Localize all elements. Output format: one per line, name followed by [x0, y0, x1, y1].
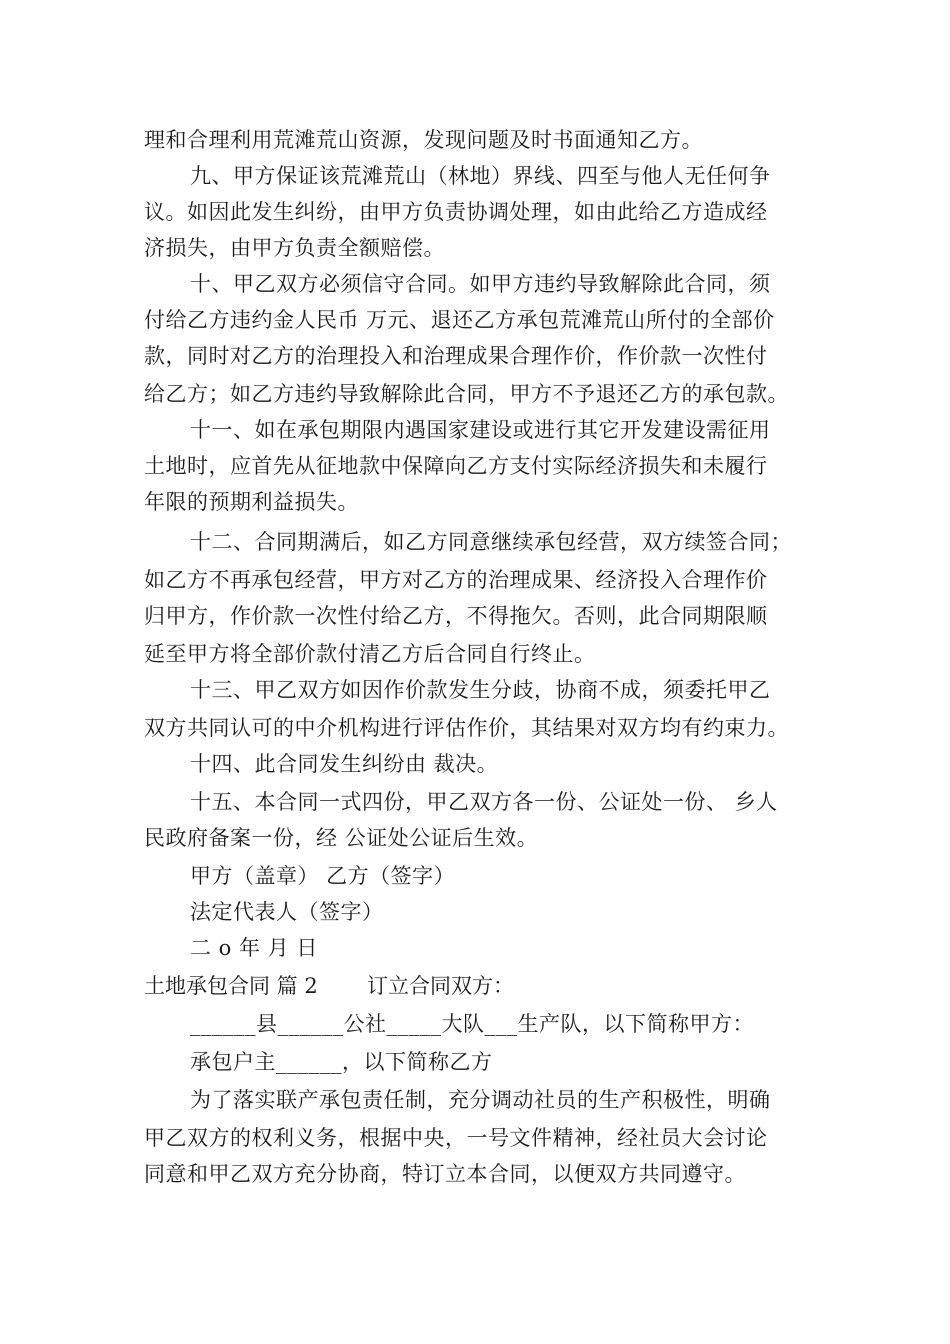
text-line: 民政府备案一份，经 公证处公证后生效。: [144, 826, 539, 850]
signature-parties: 甲方（盖章） 乙方（签字）: [190, 864, 456, 888]
party-b-line: 承包户主______，以下简称乙方: [190, 1050, 493, 1074]
party-a-line: ______县______公社_____大队___生产队，以下简称甲方：: [190, 1012, 754, 1036]
legal-representative: 法定代表人（签字）: [190, 900, 384, 924]
text-line: 如乙方不再承包经营，甲方对乙方的治理成果、经济投入合理作价: [144, 568, 768, 592]
preamble-line: 为了落实联产承包责任制，充分调动社员的生产积极性，明确: [190, 1088, 771, 1112]
text-line: 济损失，由甲方负责全额赔偿。: [144, 236, 445, 260]
text-line: 双方共同认可的中介机构进行评估作价，其结果对双方均有约束力。: [144, 716, 789, 740]
clause-thirteen-line: 十三、甲乙双方如因作价款发生分歧，协商不成，须委托甲乙: [190, 678, 771, 702]
text-line: 归甲方，作价款一次性付给乙方，不得拖欠。否则，此合同期限顺: [144, 604, 768, 628]
text-line: 年限的预期利益损失。: [144, 490, 359, 514]
clause-fourteen-line: 十四、此合同发生纠纷由 裁决。: [190, 752, 499, 776]
section-subtitle: 订立合同双方：: [367, 974, 514, 998]
text-line: 给乙方；如乙方违约导致解除此合同，甲方不予退还乙方的承包款。: [144, 382, 789, 406]
clause-twelve-line: 十二、合同期满后，如乙方同意继续承包经营，双方续签合同；: [190, 530, 792, 554]
clause-eleven-line: 十一、如在承包期限内遇国家建设或进行其它开发建设需征用: [190, 418, 771, 442]
clause-fifteen-line: 十五、本合同一式四份，甲乙双方各一份、公证处一份、 乡人: [190, 790, 778, 814]
text-line: 款，同时对乙方的治理投入和治理成果合理作价，作价款一次性付: [144, 344, 768, 368]
section-title: 土地承包合同 篇 2: [144, 974, 318, 998]
text-line: 理和合理利用荒滩荒山资源，发现问题及时书面通知乙方。: [144, 128, 703, 152]
text-line: 付给乙方违约金人民币 万元、退还乙方承包荒滩荒山所付的全部价: [144, 308, 775, 332]
text-line: 延至甲方将全部价款付清乙方后合同自行终止。: [144, 642, 596, 666]
text-line: 土地时，应首先从征地款中保障向乙方支付实际经济损失和未履行: [144, 454, 768, 478]
text-line: 议。如因此发生纠纷，由甲方负责协调处理，如由此给乙方造成经: [144, 200, 768, 224]
date-line: 二 o 年 月 日: [190, 936, 318, 960]
text-line: 甲乙双方的权利义务，根据中央，一号文件精神，经社员大会讨论: [144, 1126, 768, 1150]
clause-nine-line: 九、甲方保证该荒滩荒山（林地）界线、四至与他人无任何争: [190, 164, 771, 188]
text-line: 同意和甲乙双方充分协商，特订立本合同，以便双方共同遵守。: [144, 1162, 746, 1186]
clause-ten-line: 十、甲乙双方必须信守合同。如甲方违约导致解除此合同，须: [190, 272, 771, 296]
